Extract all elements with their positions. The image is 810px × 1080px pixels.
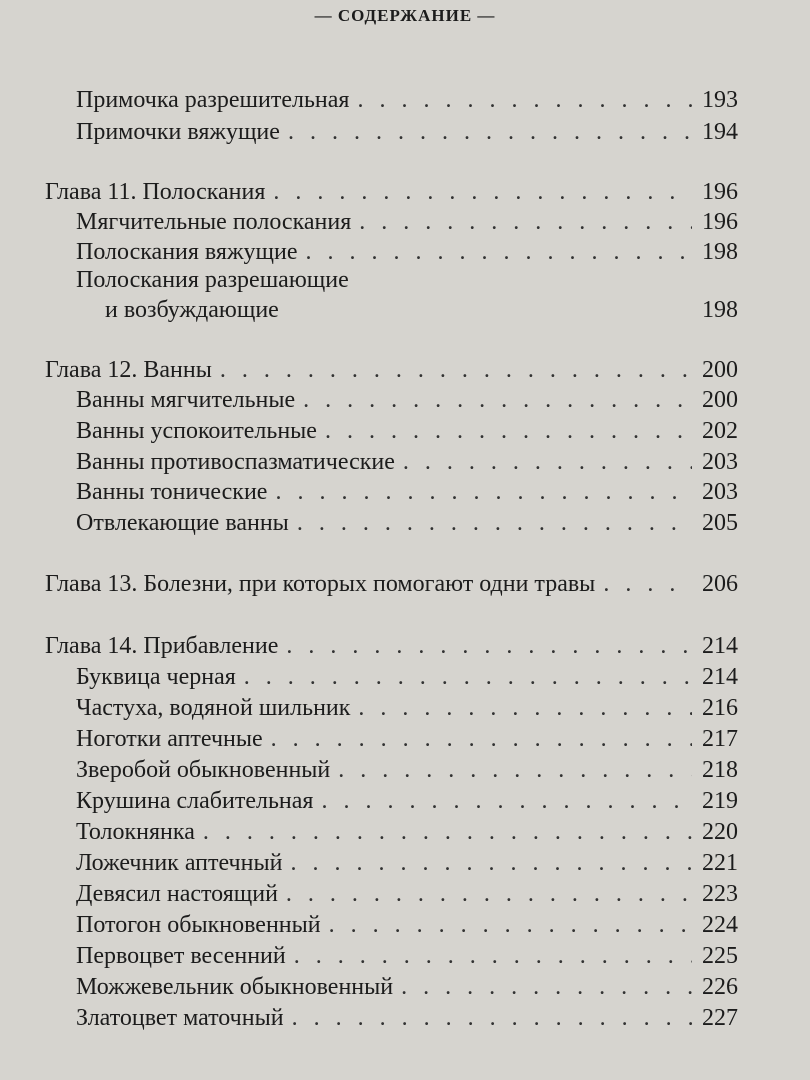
toc-entry-label: Можжевельник обыкновенный xyxy=(76,974,394,1000)
toc-entry-page: 200 xyxy=(702,387,738,413)
toc-chapter xyxy=(45,178,738,206)
toc-entry-page: 198 xyxy=(702,297,738,323)
toc-entry xyxy=(76,86,738,114)
toc-entry-label: Примочка разрешительная xyxy=(76,87,350,113)
toc-chapter xyxy=(45,632,738,660)
toc-entry xyxy=(76,1004,738,1032)
toc-entry-page: 194 xyxy=(702,119,738,145)
leader-dots xyxy=(288,118,692,146)
toc-entry-label: и возбуждающие xyxy=(105,297,279,323)
toc-entry xyxy=(76,756,738,784)
leader-dots xyxy=(303,386,692,414)
toc-entry-page: 200 xyxy=(702,357,738,383)
toc-entry-label: Примочки вяжущие xyxy=(76,119,280,145)
toc-entry-page: 196 xyxy=(702,179,738,205)
toc-entry xyxy=(76,386,738,414)
toc-chapter-label: Глава 12. Ванны xyxy=(45,357,212,383)
toc-entry-page: 216 xyxy=(702,695,738,721)
toc-entry-page: 221 xyxy=(702,850,738,876)
toc-chapter-label: Глава 14. Прибавление xyxy=(45,633,279,659)
leader-dots xyxy=(401,973,692,1001)
leader-dots xyxy=(403,448,692,476)
leader-dots xyxy=(271,725,692,753)
leader-dots xyxy=(325,417,692,445)
toc-entry xyxy=(76,238,738,266)
toc-entry-label: Буквица черная xyxy=(76,664,236,690)
toc-entry-page: 218 xyxy=(702,757,738,783)
toc-entry xyxy=(76,787,738,815)
toc-entry-label: Ноготки аптечные xyxy=(76,726,263,752)
toc-entry xyxy=(76,880,738,908)
toc-chapter-label: Глава 13. Болезни, при которых помогают одни травы xyxy=(45,571,596,597)
leader-dots xyxy=(286,880,692,908)
leader-dots xyxy=(603,570,692,598)
toc-chapter xyxy=(45,570,738,598)
toc-entry-page: 220 xyxy=(702,819,738,845)
toc-entry-label: Златоцвет маточный xyxy=(76,1005,284,1031)
leader-dots xyxy=(321,787,692,815)
toc-entry-label: Отвлекающие ванны xyxy=(76,510,289,536)
toc-entry xyxy=(76,725,738,753)
leader-dots xyxy=(357,86,692,114)
toc-entry-page: 203 xyxy=(702,449,738,475)
toc-entry-label: Полоскания разрешающие xyxy=(76,267,349,293)
toc-entry-label: Толокнянка xyxy=(76,819,195,845)
toc-entry-label: Первоцвет весенний xyxy=(76,943,286,969)
leader-dots xyxy=(203,818,692,846)
toc-chapter-label: Глава 11. Полоскания xyxy=(45,179,266,205)
leader-dots xyxy=(244,663,692,691)
toc-entry xyxy=(76,973,738,1001)
toc-entry xyxy=(76,694,738,722)
toc-entry-page: 205 xyxy=(702,510,738,536)
toc-entry-page: 224 xyxy=(702,912,738,938)
leader-dots xyxy=(297,509,692,537)
toc-entry-label: Зверобой обыкновенный xyxy=(76,757,331,783)
toc-entry-label: Ванны успокоительные xyxy=(76,418,317,444)
toc-entry xyxy=(76,818,738,846)
leader-dots xyxy=(306,238,692,266)
toc-entry-page: 196 xyxy=(702,209,738,235)
leader-dots xyxy=(358,694,692,722)
toc-entry-page: 202 xyxy=(702,418,738,444)
page-header: — СОДЕРЖАНИЕ — xyxy=(314,6,496,25)
toc-entry-page: 193 xyxy=(702,87,738,113)
toc-entry-page: 206 xyxy=(702,571,738,597)
toc-entry-label: Ванны тонические xyxy=(76,479,268,505)
toc-entry-label: Ложечник аптечный xyxy=(76,850,283,876)
toc-chapter xyxy=(45,356,738,384)
leader-dots xyxy=(275,478,692,506)
toc-entry xyxy=(76,911,738,939)
toc-entry xyxy=(76,509,738,537)
toc-entry xyxy=(76,663,738,691)
toc-entry xyxy=(76,478,738,506)
toc-entry-label: Девясил настоящий xyxy=(76,881,278,907)
toc-entry-page: 219 xyxy=(702,788,738,814)
toc-entry xyxy=(76,849,738,877)
leader-dots xyxy=(359,208,692,236)
toc-entry xyxy=(76,942,738,970)
toc-entry-page: 198 xyxy=(702,239,738,265)
toc-entry-label: Мягчительные полоскания xyxy=(76,209,352,235)
toc-entry-page: 226 xyxy=(702,974,738,1000)
toc-entry-label: Ванны мягчительные xyxy=(76,387,296,413)
toc-entry-page: 203 xyxy=(702,479,738,505)
toc-entry xyxy=(105,296,738,324)
toc-entry xyxy=(76,417,738,445)
leader-dots xyxy=(286,632,692,660)
toc-entry-label: Крушина слабительная xyxy=(76,788,314,814)
toc-entry xyxy=(76,448,738,476)
toc-entry-page: 223 xyxy=(702,881,738,907)
leader-dots xyxy=(273,178,692,206)
toc-entry-page: 217 xyxy=(702,726,738,752)
leader-dots xyxy=(294,942,692,970)
toc-entry-page: 214 xyxy=(702,633,738,659)
toc-entry-page: 214 xyxy=(702,664,738,690)
toc-entry-label: Полоскания вяжущие xyxy=(76,239,298,265)
toc-entry-page: 227 xyxy=(702,1005,738,1031)
toc-entry-label: Ванны противоспазматические xyxy=(76,449,395,475)
toc-entry xyxy=(76,118,738,146)
toc-entry-page: 225 xyxy=(702,943,738,969)
leader-dots xyxy=(329,911,692,939)
leader-dots xyxy=(338,756,692,784)
leader-dots xyxy=(292,1004,692,1032)
leader-dots xyxy=(220,356,692,384)
toc-entry-label: Потогон обыкновенный xyxy=(76,912,321,938)
toc-entry xyxy=(76,208,738,236)
toc-entry-label: Частуха, водяной шильник xyxy=(76,695,351,721)
leader-dots xyxy=(290,849,692,877)
